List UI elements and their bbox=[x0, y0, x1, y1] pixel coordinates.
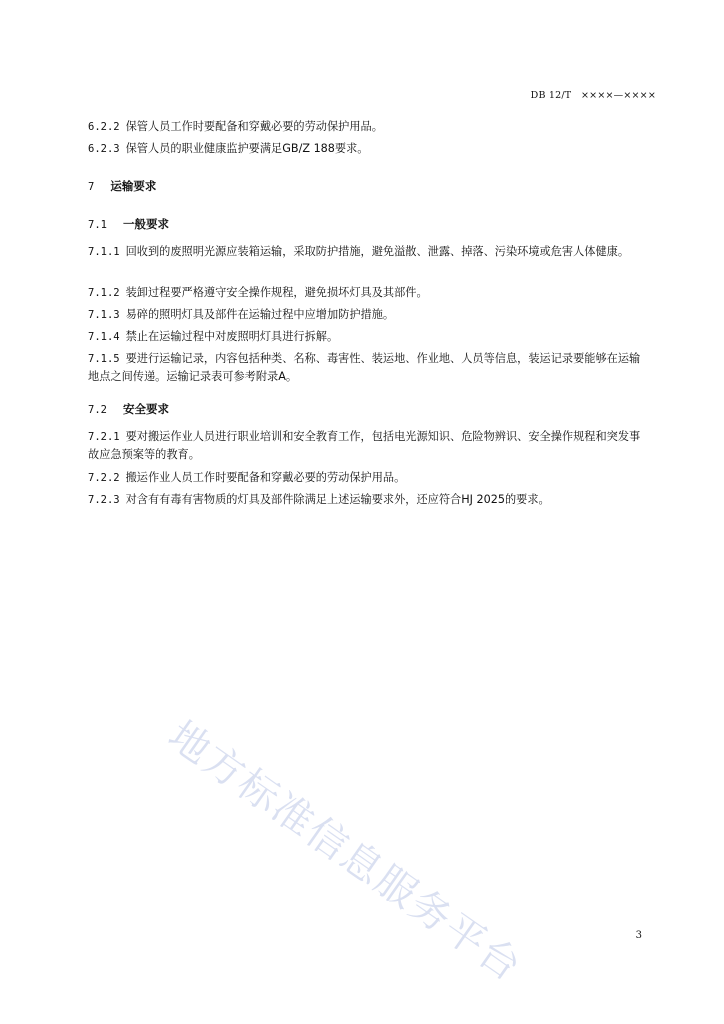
clause-7-1-5 bbox=[88, 350, 650, 385]
section-number: 7.2 bbox=[88, 404, 107, 416]
section-title: 一般要求 bbox=[122, 217, 169, 231]
clause-number: 7.1.2 bbox=[88, 287, 120, 299]
clause-number: 7.1.3 bbox=[88, 309, 120, 321]
clause-6-2-2 bbox=[88, 118, 650, 136]
clause-7-1-2 bbox=[88, 284, 650, 302]
section-title: 运输要求 bbox=[110, 179, 157, 193]
clause-text: 禁止在运输过程中对废照明灯具进行拆解。 bbox=[125, 330, 339, 343]
clause-7-1-3 bbox=[88, 306, 650, 324]
clause-number: 6.2.2 bbox=[88, 121, 120, 133]
section-number: 7.1 bbox=[88, 219, 107, 231]
clause-number: 7.1.4 bbox=[88, 331, 120, 343]
clause-number: 7.1.5 bbox=[88, 353, 120, 365]
watermark: 地方标准信息服务平台 bbox=[159, 712, 531, 992]
clause-text: 对含有有毒有害物质的灯具及部件除满足上述运输要求外，还应符合HJ 2025的要求。 bbox=[125, 493, 550, 506]
clause-7-1-4 bbox=[88, 328, 650, 346]
clause-6-2-3 bbox=[88, 140, 650, 158]
clause-number: 7.2.1 bbox=[88, 431, 120, 443]
clause-text: 要对搬运作业人员进行职业培训和安全教育工作，包括电光源知识、危险物辨识、安全操作规程和突发事故应急预案等的教育。 bbox=[88, 430, 641, 461]
clause-text: 装卸过程要严格遵守安全操作规程，避免损坏灯具及其部件。 bbox=[125, 286, 428, 299]
section-title: 安全要求 bbox=[122, 402, 169, 416]
clause-text: 保管人员工作时要配备和穿戴必要的劳动保护用品。 bbox=[125, 120, 383, 133]
clause-7-2-1 bbox=[88, 428, 650, 463]
clause-7-2-2 bbox=[88, 469, 650, 487]
section-heading-7-2 bbox=[88, 401, 169, 417]
section-heading-7 bbox=[88, 178, 156, 194]
clause-text: 要进行运输记录，内容包括种类、名称、毒害性、装运地、作业地、人员等信息，装运记录要能够在运输地点之间传递。运输记录表可参考附录A。 bbox=[88, 352, 641, 383]
section-heading-7-1 bbox=[88, 216, 169, 232]
clause-7-1-1 bbox=[88, 243, 650, 261]
clause-number: 7.2.2 bbox=[88, 472, 120, 484]
clause-text: 保管人员的职业健康监护要满足GB/Z 188要求。 bbox=[125, 142, 369, 155]
section-number: 7 bbox=[88, 181, 95, 193]
page-number: 3 bbox=[635, 930, 642, 941]
clause-text: 搬运作业人员工作时要配备和穿戴必要的劳动保护用品。 bbox=[125, 471, 406, 484]
clause-number: 6.2.3 bbox=[88, 143, 120, 155]
clause-text: 易碎的照明灯具及部件在运输过程中应增加防护措施。 bbox=[125, 308, 395, 321]
clause-7-2-3 bbox=[88, 491, 650, 509]
clause-number: 7.2.3 bbox=[88, 494, 120, 506]
clause-text: 回收到的废照明光源应装箱运输，采取防护措施，避免溢散、泄露、掉落、污染环境或危害人体健康。 bbox=[125, 245, 630, 258]
clause-number: 7.1.1 bbox=[88, 246, 120, 258]
standard-code-header: DB 12/T ××××—×××× bbox=[530, 90, 656, 101]
